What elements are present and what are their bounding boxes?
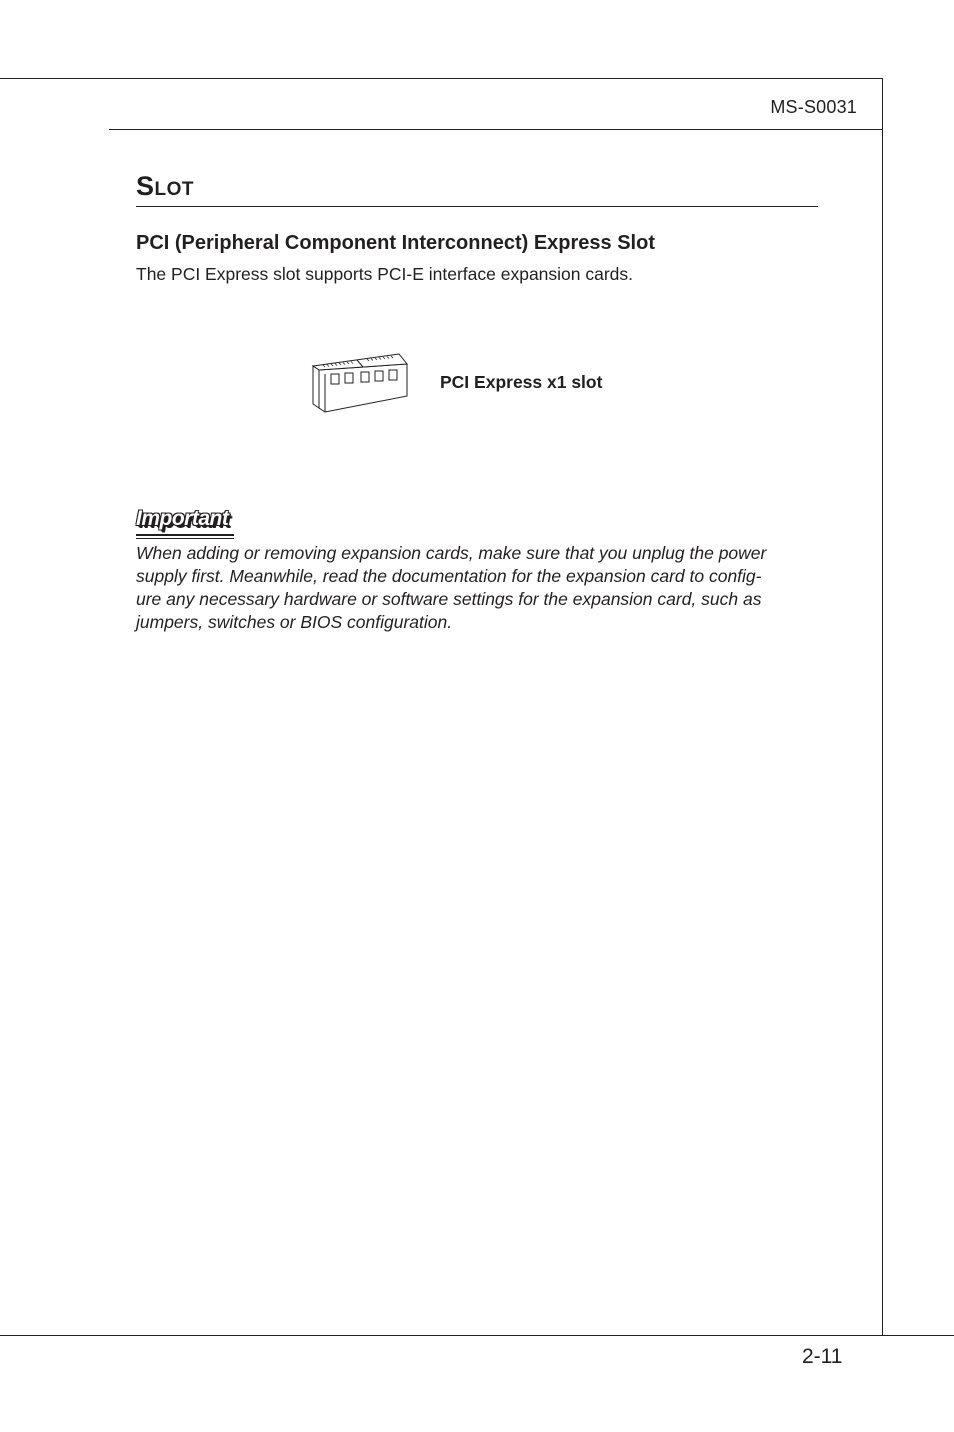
important-note	[136, 542, 826, 634]
note-line: ure any necessary hardware or software settings for the expansion card, such as	[136, 589, 762, 609]
important-underline	[136, 534, 234, 536]
slot-label: PCI Express x1 slot	[440, 372, 603, 392]
note-line: When adding or removing expansion cards, make sure that you unplug the power	[136, 543, 767, 563]
section-title: Slot	[136, 171, 194, 201]
intro-text: The PCI Express slot supports PCI-E interface expansion cards.	[136, 264, 634, 284]
top-border-line	[0, 78, 883, 79]
section-rule	[136, 206, 818, 207]
bottom-border-line	[0, 1335, 954, 1336]
model-number: MS-S0031	[770, 97, 857, 117]
page-number: 2-11	[802, 1345, 843, 1368]
note-line: supply first. Meanwhile, read the documentation for the expansion card to config-	[136, 566, 762, 586]
important-underline-thin	[136, 538, 234, 539]
note-line: jumpers, switches or BIOS configuration.	[136, 612, 453, 632]
header-rule	[109, 129, 883, 130]
pci-express-slot-illustration	[309, 348, 413, 416]
important-label: Important	[136, 507, 229, 530]
subheading: PCI (Peripheral Component Interconnect) Express Slot	[136, 232, 655, 254]
right-border-line	[882, 78, 883, 1336]
